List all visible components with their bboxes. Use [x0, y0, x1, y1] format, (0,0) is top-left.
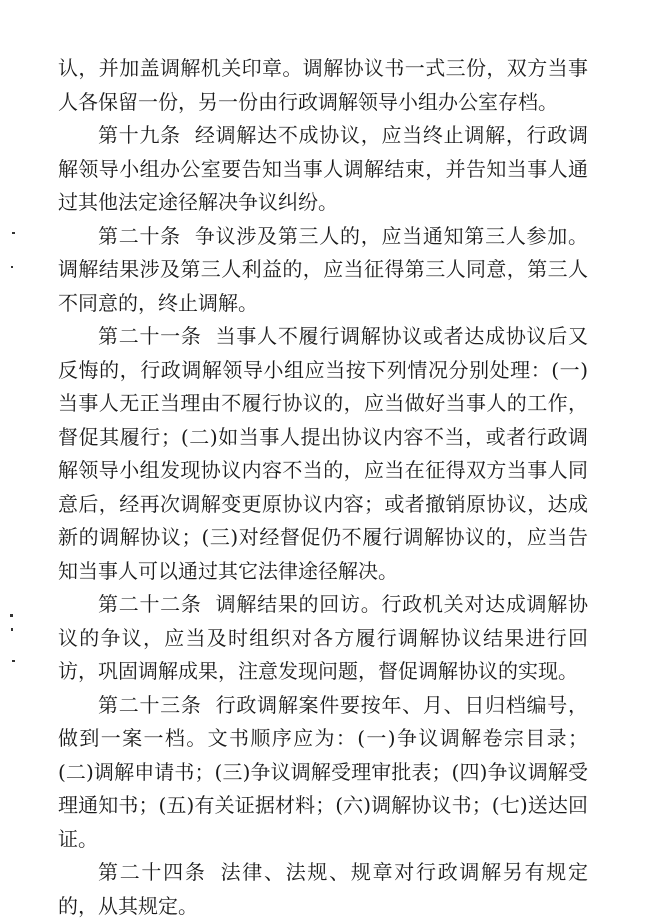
article-text: 争议涉及第三人的，应当通知第三人参加。调解结果涉及第三人利益的，应当征得第三人同意，第三人不同意的，终止调解。: [58, 223, 589, 315]
article-text: 行政调解案件要按年、月、日归档编号，做到一案一档。文书顺序应为：(一)争议调解卷宗目录；(二)调解申请书；(三)争议调解受理审批表；(四)争议调解受理通知书；(五)有关证据材料；(六)调解协议书；(七)送达回证。: [58, 692, 589, 851]
article-label: 第二十三条: [98, 692, 202, 717]
scan-mark: [11, 266, 13, 268]
document-body: [58, 52, 588, 923]
article-text: 调解结果的回访。行政机关对达成调解协议的争议，应当及时组织对各方履行调解协议结果进行回访，巩固调解成果，注意发现问题，督促调解协议的实现。: [58, 592, 589, 683]
article-22: [58, 588, 588, 689]
article-21: [58, 320, 588, 588]
continuation-paragraph: 认，并加盖调解机关印章。调解协议书一式三份，双方当事人各保留一份，另一份由行政调解领导小组办公室存档。: [58, 56, 588, 114]
article-24: [58, 856, 588, 923]
article-label: 第二十二条: [98, 592, 202, 616]
article-text: 法律、法规、规章对行政调解另有规定的，从其规定。: [58, 860, 589, 918]
article-label: 第二十四条: [98, 860, 207, 884]
article-23: [58, 689, 588, 857]
scan-mark: [12, 660, 15, 662]
article-text: 经调解达不成协议，应当终止调解，行政调解领导小组办公室要告知当事人调解结束，并告知当事人通过其他法定途径解决争议纠纷。: [58, 123, 589, 214]
article-label: 第二十一条: [98, 324, 202, 348]
scan-mark: [11, 628, 13, 631]
article-label: 第十九条: [98, 123, 181, 147]
article-label: 第二十条: [98, 223, 181, 248]
article-20: [58, 220, 588, 321]
scan-mark: [10, 614, 13, 617]
article-19: [58, 119, 588, 220]
article-text: 当事人不履行调解协议或者达成协议后又反悔的，行政调解领导小组应当按下列情况分别处理：(一)当事人无正当理由不履行协议的，应当做好当事人的工作，督促其履行；(二)如当事人提出协议内容不当，或者行政调解领导小组发现协议内容不当的，应当在征得双方当事人同意后，经再次调解变更原协议内容；或者撤销原协议，达成新的调解协议；(三)对经督促仍不履行调解协议的，应当告知当事人可以通过其它法律途径解决。: [58, 324, 589, 583]
scan-mark: [12, 232, 15, 234]
